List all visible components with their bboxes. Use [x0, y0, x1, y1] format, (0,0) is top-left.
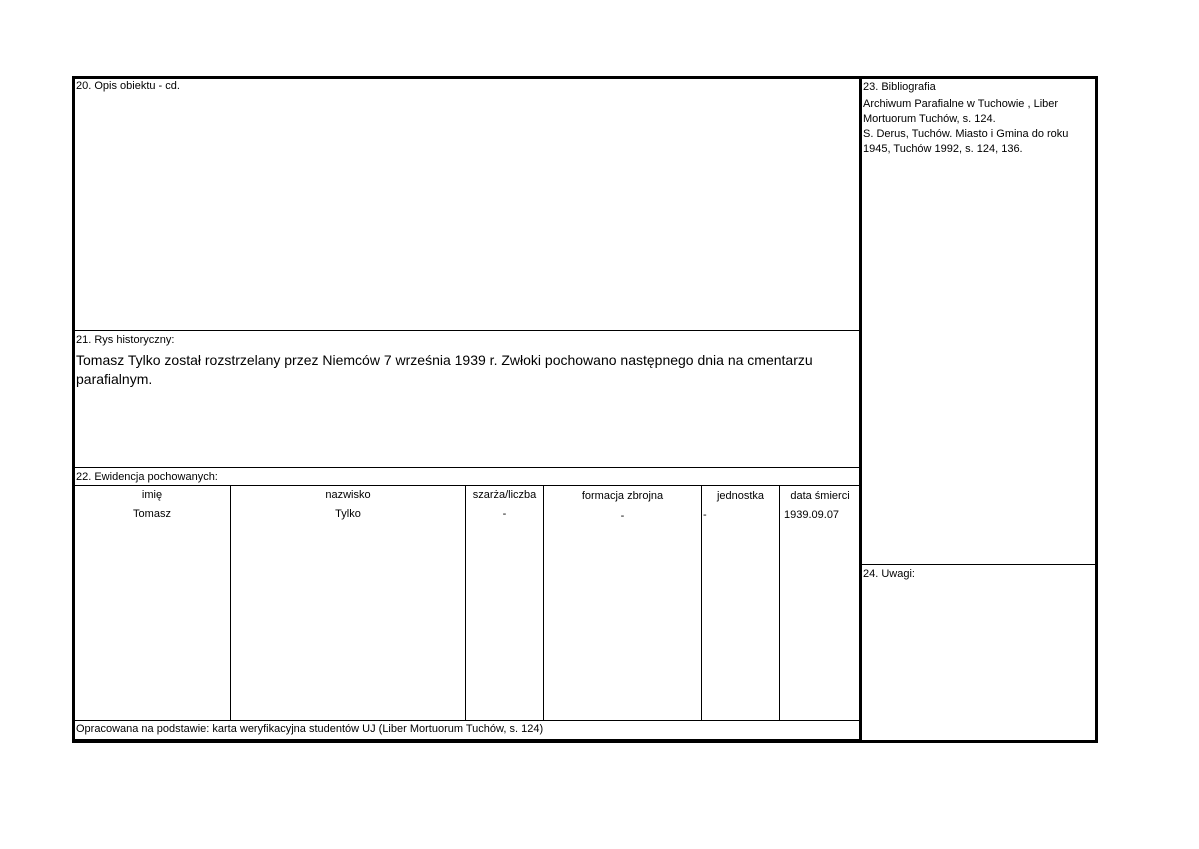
bibliography-entry: Archiwum Parafialne w Tuchowie , Liber Mortuorum Tuchów, s. 124. [863, 98, 1059, 125]
table-cell-first-name: Tomasz [133, 508, 171, 520]
table-col-line-5 [779, 486, 780, 721]
left-column-bottom-rule [74, 739, 860, 742]
record-card-frame [72, 76, 1098, 743]
historical-outline-text: Tomasz Tylko został rozstrzelany przez Niemców 7 września 1939 r. Zwłoki pochowano następnego dnia na cmentarzu parafialnym. [76, 352, 813, 387]
burials-table-bottom [74, 720, 860, 721]
table-cell-unit: - [703, 509, 707, 521]
burials-table-top [74, 485, 860, 486]
column-divider [859, 77, 862, 742]
table-cell-armed-formation: - [620, 510, 625, 522]
table-cell-date-of-death: 1939.09.07 [784, 509, 840, 521]
section-20-label: 20. Opis obiektu - cd. [76, 80, 180, 92]
section-24-label: 24. Uwagi: [863, 568, 915, 580]
column-header-armed-formation: formacja zbrojna [581, 490, 664, 502]
column-header-first-name: imię [141, 489, 163, 501]
column-header-surname: nazwisko [325, 489, 371, 501]
divider-23-24 [860, 564, 1096, 565]
section-22-label: 22. Ewidencja pochowanych: [76, 471, 218, 483]
table-col-line-4 [701, 486, 702, 721]
bibliography-list [863, 97, 1078, 157]
table-col-line-1 [230, 486, 231, 721]
column-header-unit: jednostka [716, 490, 765, 502]
bibliography-entry: S. Derus, Tuchów. Miasto i Gmina do roku 1945, Tuchów 1992, s. 124, 136. [863, 128, 1069, 155]
divider-21-22 [74, 467, 860, 468]
column-header-date-of-death: data śmierci [790, 490, 850, 502]
table-cell-rank: - [502, 508, 507, 520]
section-21-label: 21. Rys historyczny: [76, 334, 175, 346]
table-cell-surname: Tylko [335, 508, 361, 520]
section-23-label: 23. Bibliografia [863, 81, 936, 93]
divider-20-21 [74, 330, 860, 331]
column-header-rank: szarża/liczba [472, 489, 537, 501]
table-col-line-2 [465, 486, 466, 721]
source-note: Opracowana na podstawie: karta weryfikacyjna studentów UJ (Liber Mortuorum Tuchów, s. 124) [76, 723, 544, 735]
